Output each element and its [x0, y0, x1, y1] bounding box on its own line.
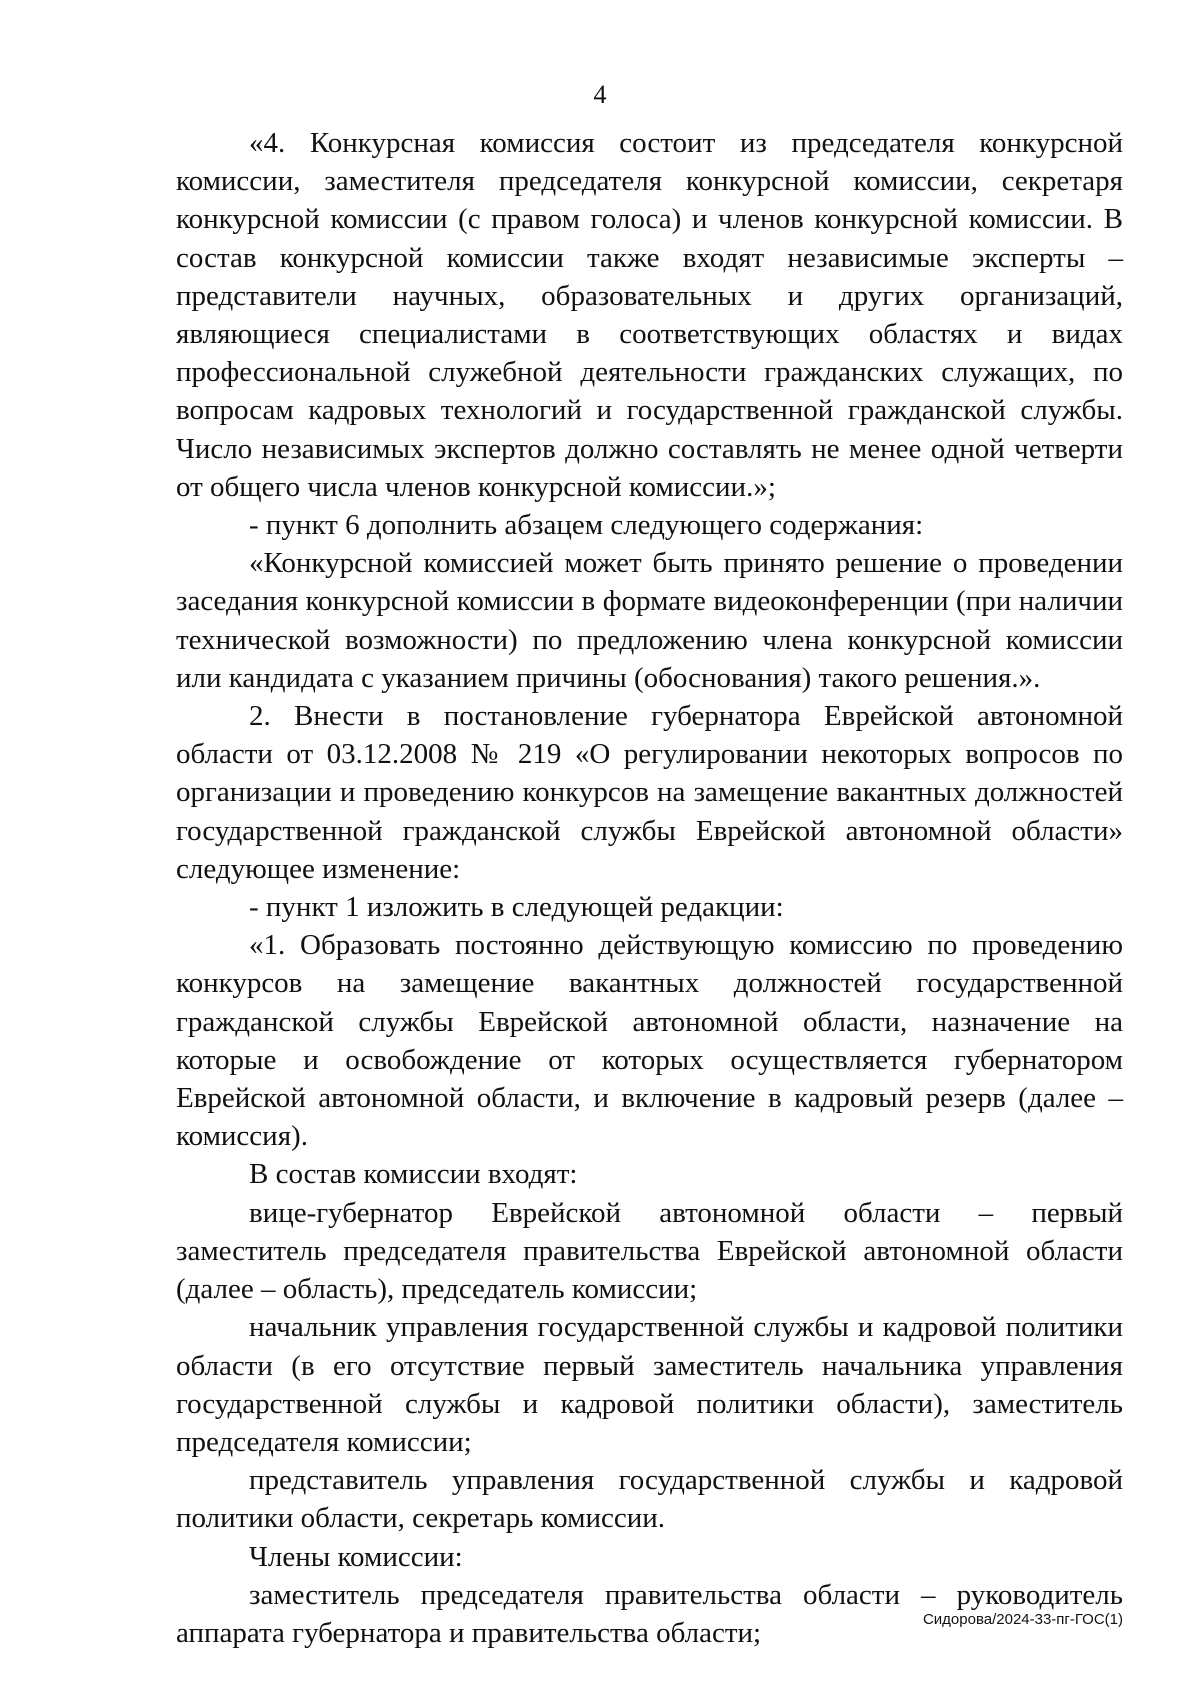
paragraph-point-2-resolution: 2. Внести в постановление губернатора Еврейской автономной области от 03.12.2008 № 219 «О регулировании некоторых вопросов по организации и проведению конкурсов на замещение вакантных должностей государственной гражданской службы Еврейской автономной области» следующее изменение:	[176, 700, 1123, 885]
paragraph-secretary: представитель управления государственной службы и кадровой политики области, секретарь комиссии.	[176, 1464, 1123, 1535]
paragraph-commission-includes: В состав комиссии входят:	[249, 1158, 578, 1191]
paragraph-commission-composition: «4. Конкурсная комиссия состоит из председателя конкурсной комиссии, заместителя председателя конкурсной комиссии, секретаря конкурсной комиссии (с правом голоса) и членов конкурсной комиссии. В состав конкурсной комиссии также входят независимые эксперты – представители научных, образовательных и других организаций, являющиеся специалистами в соответствующих областях и видах профессиональной служебной деятельности гражданских служащих, по вопросам кадровых технологий и государственной гражданской службы. Число независимых экспертов должно составлять не менее одной четверти от общего числа членов конкурсной комиссии.»;	[176, 127, 1123, 503]
paragraph-members-heading: Члены комиссии:	[249, 1540, 463, 1573]
page-number: 4	[593, 80, 607, 109]
paragraph-member-apparatus-head: заместитель председателя правительства области – руководитель аппарата губернатора и правительства области;	[176, 1578, 1123, 1649]
paragraph-point-6-amendment: - пункт 6 дополнить абзацем следующего содержания:	[249, 509, 924, 542]
paragraph-form-commission: «1. Образовать постоянно действующую комиссию по проведению конкурсов на замещение вакантных должностей государственной гражданской службы Еврейской автономной области, назначение на которые и освобождение от которых осуществляется губернатором Еврейской автономной области, и включение в кадровый резерв (далее – комиссия).	[176, 929, 1123, 1153]
paragraph-videoconference: «Конкурсной комиссией может быть принято решение о проведении заседания конкурсной комиссии в формате видеоконференции (при наличии технической возможности) по предложению члена конкурсной комиссии или кандидата с указанием причины (обоснования) такого решения.».	[176, 547, 1123, 694]
paragraph-chairman: вице-губернатор Еврейской автономной области – первый заместитель председателя правительства Еврейской автономной области (далее – область), председатель комиссии;	[176, 1196, 1123, 1306]
paragraph-deputy-chairman: начальник управления государственной службы и кадровой политики области (в его отсутствие первый заместитель начальника управления государственной службы и кадровой политики области), заместитель председателя комиссии;	[176, 1311, 1123, 1458]
paragraph-point-1-redaction: - пункт 1 изложить в следующей редакции:	[249, 891, 784, 924]
document-code: Сидорова/2024-33-пг-ГОС(1)	[922, 1611, 1123, 1628]
document-body	[176, 124, 1123, 1652]
